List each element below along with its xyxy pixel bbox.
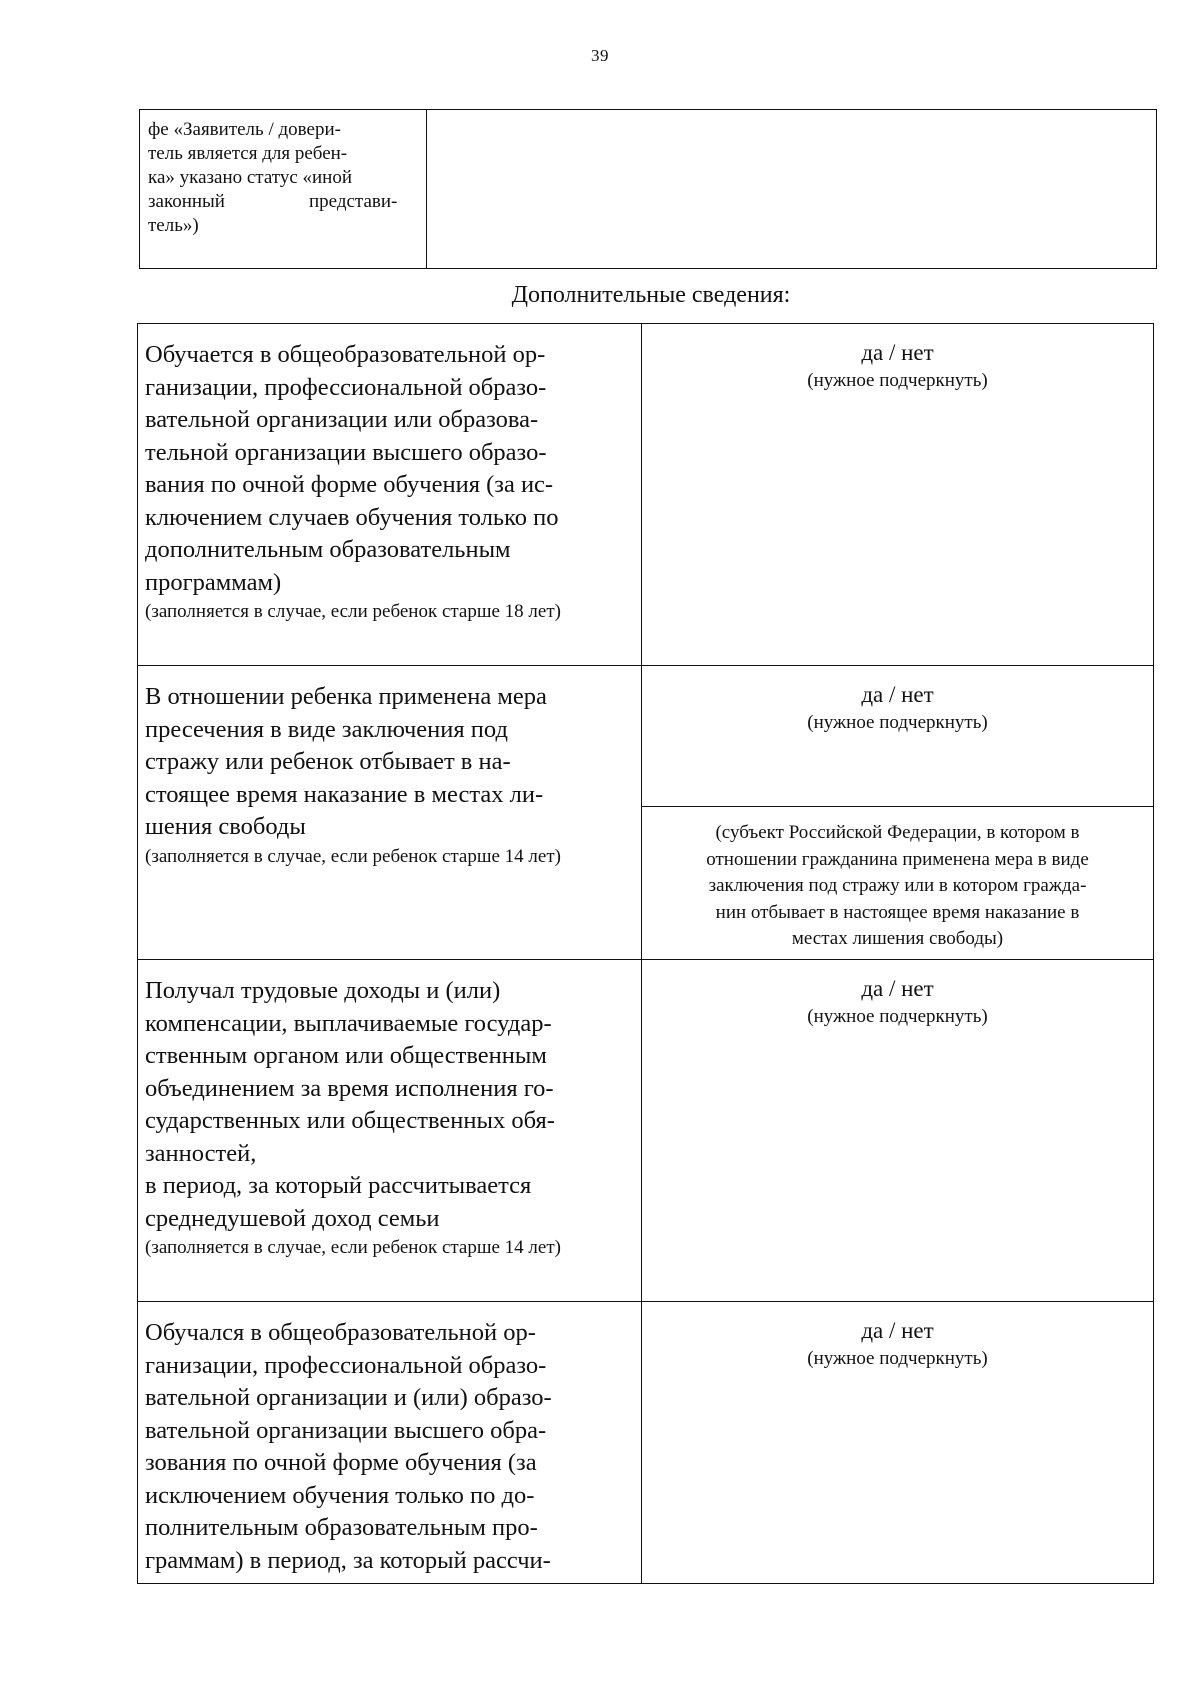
table-row: [138, 324, 1154, 666]
answer-cell: [642, 1302, 1154, 1584]
question-text: Обучается в общеобразовательной ор- ганизации, профессиональной образо- вательной организации или образова- тельной организации высшего образо- вания по очной форме обучения (за ис- ключением случаев обучения только по дополнительным образовательным программам): [145, 341, 559, 596]
question-cell: [138, 666, 642, 960]
answer-hint: (нужное подчеркнуть): [807, 712, 988, 733]
table-row: [138, 666, 1154, 807]
question-note: (заполняется в случае, если ребенок старше 14 лет): [145, 845, 561, 867]
page-number: 39: [591, 46, 609, 65]
question-note: (заполняется в случае, если ребенок старше 14 лет): [145, 1237, 561, 1258]
answer-options: да / нет: [861, 1318, 934, 1343]
question-text: Обучался в общеобразовательной ор- ганизации, профессиональной образо- вательной организации и (или) образо- вательной организации высшего обра- зования по очной форме обучения (за исключением обучения только по до- полнительным образовательным про- граммам) в период, за который рассчи-: [145, 1319, 552, 1574]
table-row: [138, 1302, 1154, 1584]
question-cell: [138, 960, 642, 1302]
question-cell: [138, 324, 642, 666]
answer-options: да / нет: [861, 976, 934, 1001]
table-row: [140, 110, 1157, 269]
top-left-text: фе «Заявитель / довери- тель является для ребен- ка» указано статус «иной законный представи- тель»): [148, 119, 398, 236]
question-text: В отношении ребенка применена мера пресечения в виде заключения под стражу или ребенок отбывает в на- стоящее время наказание в местах ли- шения свободы: [145, 683, 547, 840]
region-note: (субъект Российской Федерации, в котором в отношении гражданина применена мера в виде заключения под стражу или в котором гражда- нин отбывает в настоящее время наказание в местах лишения свободы): [706, 822, 1089, 949]
question-note: (заполняется в случае, если ребенок старше 18 лет): [145, 601, 561, 622]
additional-info-table: [137, 323, 1154, 1584]
answer-cell: [642, 324, 1154, 666]
top-left-cell: [140, 110, 427, 269]
table-row: [138, 960, 1154, 1302]
answer-hint: (нужное подчеркнуть): [807, 1006, 988, 1027]
answer-options: да / нет: [861, 682, 934, 707]
answer-cell: [642, 666, 1154, 807]
answer-hint: (нужное подчеркнуть): [807, 370, 988, 391]
top-table: [139, 109, 1157, 269]
answer-hint: (нужное подчеркнуть): [807, 1348, 988, 1369]
answer-options: да / нет: [861, 340, 934, 365]
top-right-cell: [427, 110, 1157, 269]
question-cell: [138, 1302, 642, 1584]
answer-cell: [642, 960, 1154, 1302]
section-title: Дополнительные сведения:: [511, 282, 791, 308]
region-cell: [642, 807, 1154, 960]
question-text: Получал трудовые доходы и (или) компенсации, выплачиваемые государ- ственным органом или общественным объединением за время исполнения го- сударственных или общественных обя- занностей, в период, за который рассчитывается среднедушевой доход семьи: [145, 977, 555, 1232]
